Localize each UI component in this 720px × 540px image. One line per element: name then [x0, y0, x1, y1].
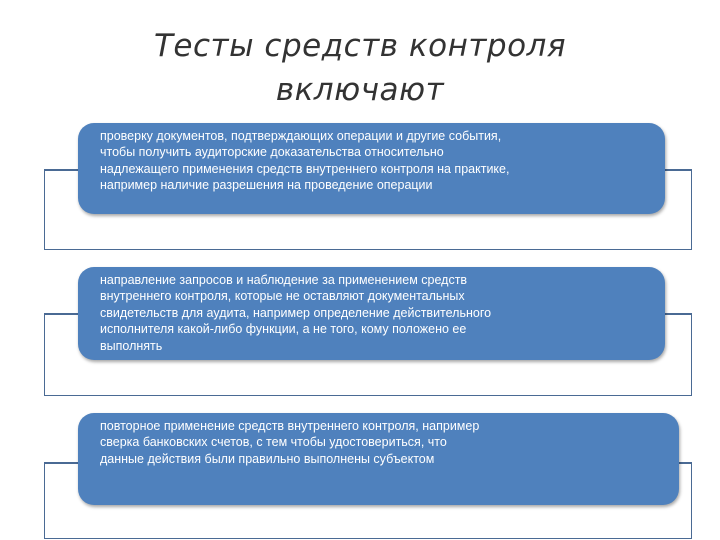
item-text-2: направление запросов и наблюдение за применением средств внутреннего контроля, которые не оставляют документальных свидетельств для аудита, например определение действительного исполнителя какой-либо функции, а не того, кому положено ее выполнять — [100, 273, 492, 353]
item-frame-3-left-tick — [45, 462, 81, 464]
item-box-1 — [78, 123, 665, 214]
item-text-3: повторное применение средств внутреннего контроля, например сверка банковских счетов, с тем чтобы удостовериться, что данные действия были правильно выполнены субъектом — [100, 419, 480, 466]
item-frame-2-right-tick — [663, 313, 691, 315]
item-frame-2-left-tick — [45, 313, 81, 315]
slide-title — [100, 24, 620, 112]
item-frame-3-right-tick — [677, 462, 691, 464]
item-text-1: проверку документов, подтверждающих операции и другие события, чтобы получить аудиторские доказательства относительно надлежащего применения средств внутреннего контроля на практике, например наличие разрешения на проведение операции — [100, 129, 510, 193]
slide-title-line-1: Тесты средств контроля — [153, 28, 567, 64]
item-frame-1-right-tick — [663, 169, 691, 171]
item-box-2 — [78, 267, 665, 360]
item-frame-1-left-tick — [45, 169, 81, 171]
item-box-3 — [78, 413, 679, 505]
slide-title-line-2: включают — [275, 72, 445, 108]
